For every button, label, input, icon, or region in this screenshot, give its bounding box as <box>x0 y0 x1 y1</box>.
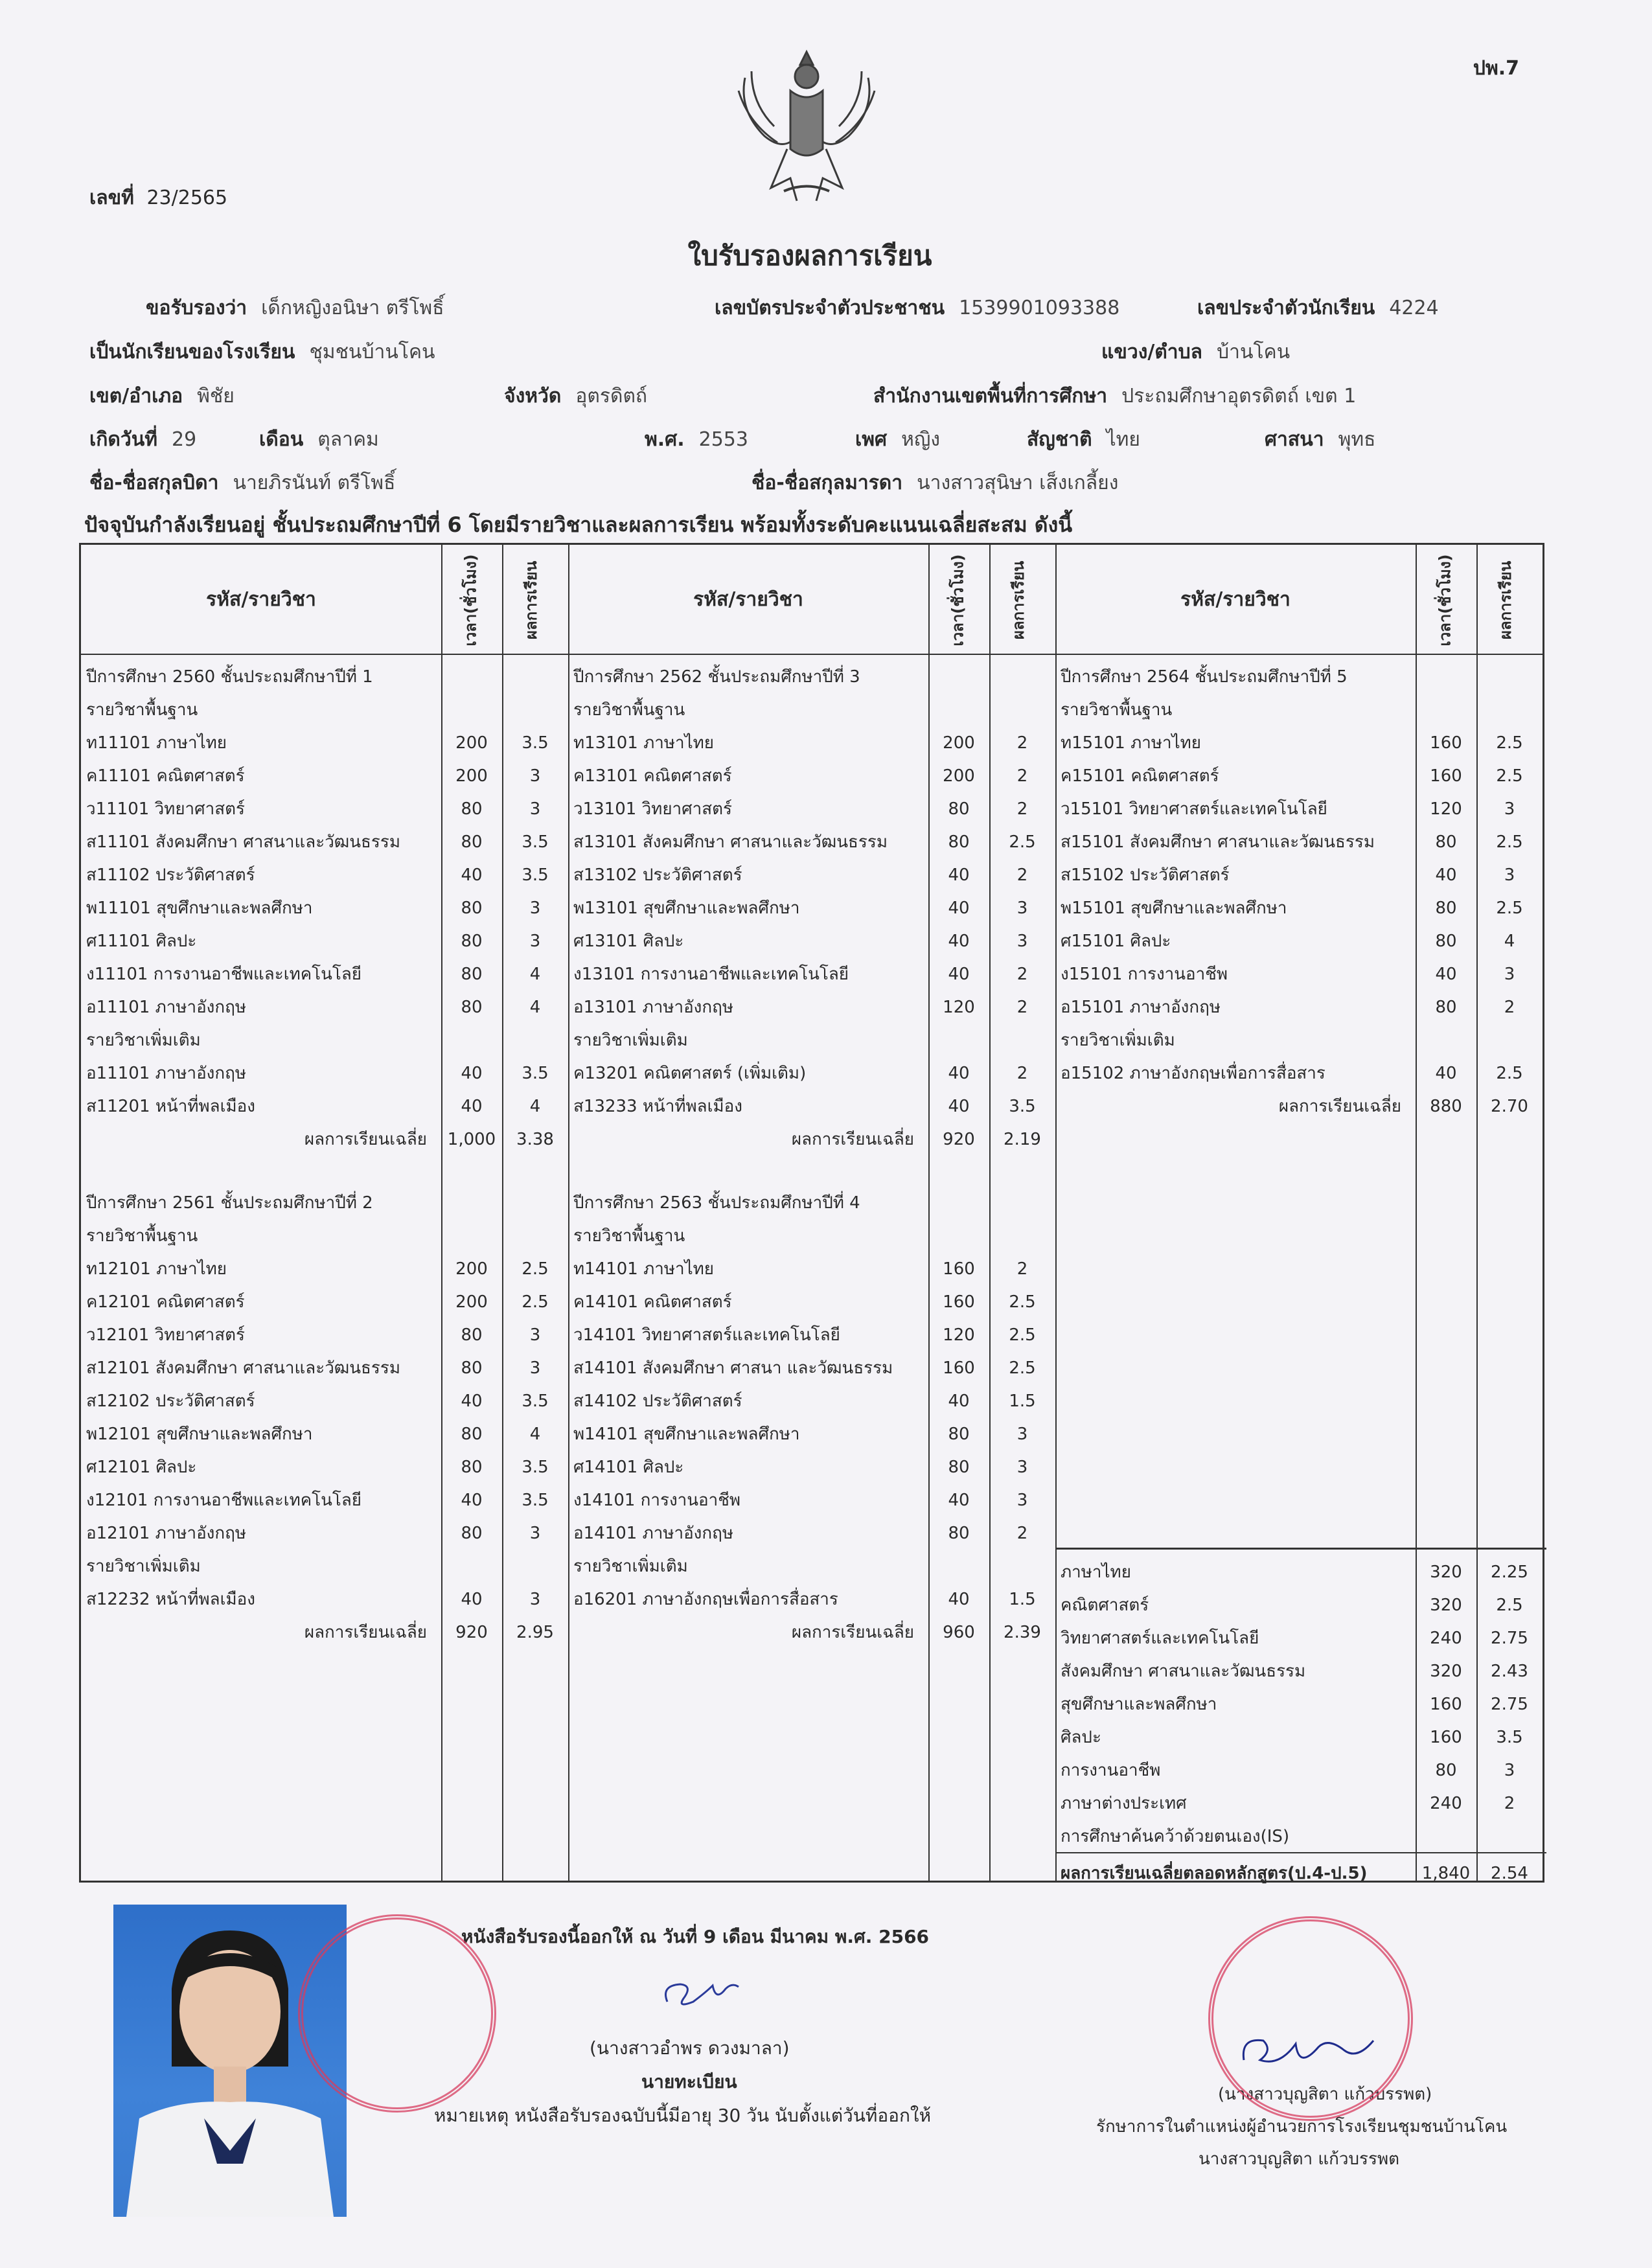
id-card-line: เลขบัตรประจำตัวประชาชน 1539901093388 <box>715 297 1120 319</box>
subject-cell: รายวิชาพื้นฐาน <box>573 1226 685 1246</box>
subject-cell: ส14101 สังคมศึกษา ศาสนา และวัฒนธรรม <box>573 1358 893 1378</box>
subject-cell: พ14101 สุขศึกษาและพลศึกษา <box>573 1425 800 1444</box>
hours-cell <box>928 660 989 693</box>
subject-cell: ค15101 คณิตศาสตร์ <box>1061 766 1219 786</box>
subject-cell: อ15102 ภาษาอังกฤษเพื่อการสื่อสาร <box>1061 1064 1325 1083</box>
hours-cell: 200 <box>455 733 488 753</box>
hours-cell: 160 <box>943 1292 975 1312</box>
subject-cell: อ14101 ภาษาอังกฤษ <box>573 1524 733 1543</box>
subject-cell: รายวิชาพื้นฐาน <box>86 700 198 720</box>
hours-cell: 200 <box>943 766 975 786</box>
hours-cell: 40 <box>461 1063 483 1083</box>
hours-cell: 40 <box>948 1096 970 1116</box>
grade-cell: 4 <box>529 1096 541 1116</box>
hours-cell: 80 <box>461 1358 483 1378</box>
grade-cell: 2.75 <box>1491 1694 1528 1714</box>
hours-cell: 40 <box>948 865 970 885</box>
hours-cell: 80 <box>948 832 970 852</box>
grade-cell: 3 <box>529 931 541 951</box>
subject-cell: ท14101 ภาษาไทย <box>573 1259 715 1279</box>
header-divider <box>81 654 1543 655</box>
hours-cell: 160 <box>1430 766 1462 786</box>
grade-cell: 3 <box>1504 799 1515 819</box>
header-grade: ผลการเรียน <box>522 560 541 639</box>
header-hours: เวลา(ชั่วโมง) <box>1436 554 1454 646</box>
hours-cell: 40 <box>461 1490 483 1510</box>
hours-cell <box>928 1219 989 1252</box>
grade-cell: 2.43 <box>1491 1661 1528 1681</box>
grade-cell: 4 <box>529 1424 541 1444</box>
hours-cell: 80 <box>461 799 483 819</box>
grade-cell <box>1476 1820 1543 1853</box>
grade-cell <box>502 1024 568 1057</box>
hours-cell: 920 <box>943 1129 975 1149</box>
subject-cell: ค12101 คณิตศาสตร์ <box>86 1292 245 1312</box>
grade-cell <box>989 1219 1055 1252</box>
hours-cell: 120 <box>1430 799 1462 819</box>
subject-cell: ส15101 สังคมศึกษา ศาสนาและวัฒนธรรม <box>1061 832 1375 852</box>
grade-table <box>79 543 1544 1883</box>
subject-cell: การศึกษาค้นคว้าด้วยตนเอง(IS) <box>1061 1827 1290 1846</box>
issue-text: หนังสือรับรองนี้ออกให้ ณ วันที่ 9 เดือน มีนาคม พ.ศ. 2566 <box>461 1926 930 1947</box>
total-average-label: ผลการเรียนเฉลี่ยตลอดหลักสูตร(ป.4-ป.5) <box>1061 1864 1368 1883</box>
grade-cell <box>989 693 1055 726</box>
subject-cell: ศ15101 ศิลปะ <box>1061 932 1171 951</box>
grade-cell <box>989 1550 1055 1583</box>
grade-cell: 3 <box>529 766 541 786</box>
subject-cell: ส11101 สังคมศึกษา ศาสนาและวัฒนธรรม <box>86 832 400 852</box>
hours-cell <box>441 1024 502 1057</box>
hours-cell: 40 <box>461 1589 483 1609</box>
office-line: สำนักงานเขตพื้นที่การศึกษา ประถมศึกษาอุตรดิตถ์ เขต 1 <box>873 385 1357 407</box>
hours-cell: 40 <box>948 898 970 918</box>
subject-cell: ส11201 หน้าที่พลเมือง <box>86 1097 255 1116</box>
document-code: ปพ.7 <box>1473 57 1519 80</box>
grade-cell: 4 <box>1504 931 1515 951</box>
subject-cell: ง14101 การงานอาชีพ <box>573 1491 741 1510</box>
summary-top-border <box>1055 1548 1546 1550</box>
hours-cell: 320 <box>1430 1661 1462 1681</box>
hours-cell: 80 <box>461 898 483 918</box>
hours-cell: 80 <box>461 1325 483 1345</box>
nationality-line: สัญชาติ ไทย <box>1027 428 1141 451</box>
hours-cell: 40 <box>948 1589 970 1609</box>
subject-cell: อ11101 ภาษาอังกฤษ <box>86 1064 246 1083</box>
subject-cell: วิทยาศาสตร์และเทคโนโลยี <box>1061 1629 1259 1648</box>
grade-cell: 3 <box>1016 931 1028 951</box>
col-divider <box>1055 545 1057 1881</box>
hours-cell <box>928 693 989 726</box>
subject-cell: ปีการศึกษา 2561 ชั้นประถมศึกษาปีที่ 2 <box>86 1193 373 1213</box>
subject-cell: คณิตศาสตร์ <box>1061 1596 1149 1615</box>
header-subject: รหัส/รายวิชา <box>206 588 316 611</box>
grade-cell: 3 <box>529 799 541 819</box>
father-line: ชื่อ-ชื่อสกุลบิดา นายภิรนันท์ ตรีโพธิ์ <box>89 472 396 494</box>
subject-cell: สุขศึกษาและพลศึกษา <box>1061 1695 1217 1714</box>
subject-cell: ว11101 วิทยาศาสตร์ <box>86 799 245 819</box>
total-grade: 2.54 <box>1491 1863 1528 1883</box>
grade-cell <box>502 1550 568 1583</box>
grade-cell <box>989 660 1055 693</box>
hours-cell: 80 <box>461 832 483 852</box>
hours-cell: 40 <box>1435 964 1457 984</box>
grade-cell: 2 <box>1016 799 1028 819</box>
hours-cell <box>1416 1024 1476 1057</box>
grade-cell: 3.5 <box>1009 1096 1036 1116</box>
hours-cell: 80 <box>948 1424 970 1444</box>
subject-cell: ศ12101 ศิลปะ <box>86 1458 197 1477</box>
grade-cell: 3 <box>1504 1760 1515 1780</box>
grade-cell: 3 <box>529 1523 541 1543</box>
total-hours: 1,840 <box>1421 1863 1471 1883</box>
grade-cell <box>502 693 568 726</box>
hours-cell: 320 <box>1430 1595 1462 1615</box>
registrar-title: นายทะเบียน <box>641 2071 737 2092</box>
hours-cell: 320 <box>1430 1562 1462 1582</box>
hours-cell: 80 <box>948 1457 970 1477</box>
hours-cell: 200 <box>455 1292 488 1312</box>
grade-cell: 2.5 <box>1496 1595 1523 1615</box>
hours-cell: 40 <box>461 865 483 885</box>
subject-cell: พ11101 สุขศึกษาและพลศึกษา <box>86 899 313 918</box>
hours-cell <box>441 1550 502 1583</box>
hours-cell: 240 <box>1430 1628 1462 1648</box>
subject-cell: ส13101 สังคมศึกษา ศาสนาและวัฒนธรรม <box>573 832 888 852</box>
hours-cell: 80 <box>461 997 483 1017</box>
birth-day-line: เกิดวันที่ 29 <box>89 428 197 451</box>
subject-cell: รายวิชาพื้นฐาน <box>573 700 685 720</box>
province-line: จังหวัด อุตรดิตถ์ <box>504 385 648 407</box>
hours-cell: 160 <box>1430 733 1462 753</box>
hours-cell <box>441 660 502 693</box>
subject-cell: อ13101 ภาษาอังกฤษ <box>573 998 733 1017</box>
subject-cell: ส13233 หน้าที่พลเมือง <box>573 1097 742 1116</box>
director-name-printed: นางสาวบุญสิตา แก้วบรรพต <box>1199 2149 1399 2169</box>
grade-cell: 2.19 <box>1004 1129 1041 1149</box>
grade-cell: 2.5 <box>522 1259 549 1279</box>
grade-cell <box>1476 693 1543 726</box>
garuda-emblem-icon <box>726 39 888 204</box>
subject-cell: ปีการศึกษา 2564 ชั้นประถมศึกษาปีที่ 5 <box>1061 667 1348 687</box>
subject-cell: รายวิชาเพิ่มเติม <box>1061 1031 1175 1050</box>
grade-cell: 1.5 <box>1009 1589 1036 1609</box>
grade-cell: 4 <box>529 997 541 1017</box>
grade-cell: 2 <box>1504 1793 1515 1813</box>
hours-cell: 160 <box>943 1259 975 1279</box>
grade-cell: 3 <box>1016 1490 1028 1510</box>
registrar-name: (นางสาวอำพร ดวงมาลา) <box>590 2037 790 2059</box>
subject-cell: ค11101 คณิตศาสตร์ <box>86 766 245 786</box>
grade-cell: 3.5 <box>522 1063 549 1083</box>
grade-cell: 3.5 <box>522 1490 549 1510</box>
grade-cell: 2.5 <box>1496 832 1523 852</box>
grade-cell: 2 <box>1016 865 1028 885</box>
subject-cell: รายวิชาเพิ่มเติม <box>86 1557 201 1576</box>
hours-cell: 80 <box>461 1457 483 1477</box>
subject-cell: อ12101 ภาษาอังกฤษ <box>86 1524 246 1543</box>
subject-cell: ว14101 วิทยาศาสตร์และเทคโนโลยี <box>573 1325 840 1345</box>
grade-cell: 3.5 <box>522 832 549 852</box>
grade-cell: 2 <box>1016 1063 1028 1083</box>
director-title: รักษาการในตำแหน่งผู้อำนวยการโรงเรียนชุมชนบ้านโคน <box>1096 2117 1508 2136</box>
subject-cell: ส12232 หน้าที่พลเมือง <box>86 1590 255 1609</box>
subject-cell: สังคมศึกษา ศาสนาและวัฒนธรรม <box>1061 1662 1306 1681</box>
intro-text: ปัจจุบันกำลังเรียนอยู่ ชั้นประถมศึกษาปีที่ 6 โดยมีรายวิชาและผลการเรียน พร้อมทั้งระดับคะแนนเฉลี่ยสะสม ดังนี้ <box>84 512 1073 537</box>
subject-cell: ปีการศึกษา 2560 ชั้นประถมศึกษาปีที่ 1 <box>86 667 373 687</box>
subject-cell: ว13101 วิทยาศาสตร์ <box>573 799 732 819</box>
subject-cell: ง11101 การงานอาชีพและเทคโนโลยี <box>86 965 361 984</box>
grade-cell: 1.5 <box>1009 1391 1036 1411</box>
grade-cell: 3 <box>1016 898 1028 918</box>
subject-cell: รายวิชาเพิ่มเติม <box>573 1031 688 1050</box>
grade-cell: 2.5 <box>1009 1292 1036 1312</box>
grade-cell <box>989 1186 1055 1219</box>
hours-cell: 160 <box>943 1358 975 1378</box>
grade-cell: 3 <box>1504 964 1515 984</box>
header-grade: ผลการเรียน <box>1009 560 1028 639</box>
grade-cell: 3.5 <box>522 1391 549 1411</box>
hours-cell: 40 <box>948 1063 970 1083</box>
religion-line: ศาสนา พุทธ <box>1265 428 1376 451</box>
registrar-signature-icon <box>654 1973 751 2018</box>
subject-cell: อ16201 ภาษาอังกฤษเพื่อการสื่อสาร <box>573 1590 838 1609</box>
hours-cell: 80 <box>461 931 483 951</box>
hours-cell <box>441 1219 502 1252</box>
hours-cell <box>1416 660 1476 693</box>
grade-cell: 2.5 <box>1496 898 1523 918</box>
certify-line: ขอรับรองว่า เด็กหญิงอนิษา ตรีโพธิ์ <box>146 297 444 319</box>
grade-cell <box>502 660 568 693</box>
subject-cell: ท15101 ภาษาไทย <box>1061 733 1202 753</box>
hours-cell: 1,000 <box>447 1129 496 1149</box>
grade-cell: 2 <box>1016 1259 1028 1279</box>
hours-cell: 120 <box>943 1325 975 1345</box>
subject-cell: ส11102 ประวัติศาสตร์ <box>86 865 255 885</box>
subject-cell: ภาษาต่างประเทศ <box>1061 1794 1187 1813</box>
grade-cell: 2.70 <box>1491 1096 1528 1116</box>
subject-cell: ศ11101 ศิลปะ <box>86 932 197 951</box>
header-subject: รหัส/รายวิชา <box>1180 588 1291 611</box>
grade-cell: 2.75 <box>1491 1628 1528 1648</box>
subject-cell: ส12102 ประวัติศาสตร์ <box>86 1392 255 1411</box>
grade-cell <box>502 1219 568 1252</box>
hours-cell: 40 <box>948 931 970 951</box>
subject-cell: ส12101 สังคมศึกษา ศาสนาและวัฒนธรรม <box>86 1358 400 1378</box>
hours-cell: 80 <box>1435 997 1457 1017</box>
hours-cell: 880 <box>1430 1096 1462 1116</box>
subject-cell: พ15101 สุขศึกษาและพลศึกษา <box>1061 899 1287 918</box>
subject-cell: ว12101 วิทยาศาสตร์ <box>86 1325 245 1345</box>
hours-cell <box>928 1024 989 1057</box>
hours-cell: 160 <box>1430 1694 1462 1714</box>
subject-cell: รายวิชาพื้นฐาน <box>1061 700 1173 720</box>
subject-cell: พ13101 สุขศึกษาและพลศึกษา <box>573 899 800 918</box>
grade-cell <box>1476 660 1543 693</box>
subject-cell: ส14102 ประวัติศาสตร์ <box>573 1392 742 1411</box>
subject-cell: ส15102 ประวัติศาสตร์ <box>1061 865 1230 885</box>
grade-cell: 4 <box>529 964 541 984</box>
birth-year-line: พ.ศ. 2553 <box>645 428 748 451</box>
hours-cell: 40 <box>948 1391 970 1411</box>
grade-cell: 2 <box>1016 766 1028 786</box>
grade-cell: 3.38 <box>516 1129 554 1149</box>
director-signature-icon <box>1234 2021 1383 2079</box>
sex-line: เพศ หญิง <box>855 428 941 451</box>
grade-cell: 3 <box>1504 865 1515 885</box>
hours-cell <box>441 1186 502 1219</box>
district-line: เขต/อำเภอ พิชัย <box>89 385 235 407</box>
subject-cell: ง15101 การงานอาชีพ <box>1061 965 1228 984</box>
grade-cell: 3.5 <box>522 865 549 885</box>
subject-cell: รายวิชาพื้นฐาน <box>86 1226 198 1246</box>
subject-cell: อ15101 ภาษาอังกฤษ <box>1061 998 1221 1017</box>
birth-month-line: เดือน ตุลาคม <box>259 428 379 451</box>
grade-cell: 3 <box>529 1358 541 1378</box>
grade-cell: 2.5 <box>1009 832 1036 852</box>
page-title: ใบรับรองผลการเรียน <box>687 240 932 271</box>
subject-cell: ภาษาไทย <box>1061 1563 1131 1582</box>
grade-cell: 3 <box>529 1325 541 1345</box>
document-number: เลขที่ 23/2565 <box>89 187 228 209</box>
hours-cell <box>928 1550 989 1583</box>
hours-cell: 40 <box>948 1490 970 1510</box>
subject-cell: ศ13101 ศิลปะ <box>573 932 684 951</box>
subject-cell: ง12101 การงานอาชีพและเทคโนโลยี <box>86 1491 361 1510</box>
header-hours: เวลา(ชั่วโมง) <box>461 554 480 646</box>
grade-cell <box>502 1186 568 1219</box>
grade-cell: 2 <box>1016 997 1028 1017</box>
subject-cell: ปีการศึกษา 2563 ชั้นประถมศึกษาปีที่ 4 <box>573 1193 860 1213</box>
hours-cell: 200 <box>455 766 488 786</box>
grade-cell: 2 <box>1016 733 1028 753</box>
hours-cell: 960 <box>943 1622 975 1642</box>
subject-cell: ค13101 คณิตศาสตร์ <box>573 766 732 786</box>
hours-cell: 40 <box>1435 1063 1457 1083</box>
school-seal-left <box>298 1914 496 2113</box>
grade-cell: 3 <box>529 1589 541 1609</box>
subject-cell: ศ14101 ศิลปะ <box>573 1458 684 1477</box>
grade-cell: 2 <box>1504 997 1515 1017</box>
grade-cell: 3.5 <box>522 1457 549 1477</box>
hours-cell <box>928 1186 989 1219</box>
subject-cell: ค13201 คณิตศาสตร์ (เพิ่มเติม) <box>573 1064 807 1083</box>
mother-line: ชื่อ-ชื่อสกุลมารดา นางสาวสุนิษา เส็งเกลี้ยง <box>751 472 1119 494</box>
school-seal-right <box>1208 1916 1413 2121</box>
average-label: ผลการเรียนเฉลี่ย <box>304 1623 427 1642</box>
grade-cell: 3.5 <box>522 733 549 753</box>
hours-cell: 80 <box>1435 1760 1457 1780</box>
hours-cell: 80 <box>1435 832 1457 852</box>
subject-cell: ส13102 ประวัติศาสตร์ <box>573 865 742 885</box>
subject-cell: รายวิชาเพิ่มเติม <box>573 1557 688 1576</box>
grade-cell: 2.5 <box>1496 733 1523 753</box>
school-line: เป็นนักเรียนของโรงเรียน ชุมชนบ้านโคน <box>89 341 435 363</box>
average-label: ผลการเรียนเฉลี่ย <box>1278 1097 1401 1116</box>
hours-cell: 200 <box>943 733 975 753</box>
hours-cell: 240 <box>1430 1793 1462 1813</box>
hours-cell: 80 <box>1435 898 1457 918</box>
hours-cell <box>1416 1820 1476 1853</box>
grade-cell: 2.5 <box>1009 1358 1036 1378</box>
subject-cell: ท13101 ภาษาไทย <box>573 733 715 753</box>
average-label: ผลการเรียนเฉลี่ย <box>791 1623 914 1642</box>
hours-cell: 40 <box>1435 865 1457 885</box>
hours-cell: 80 <box>948 799 970 819</box>
hours-cell: 120 <box>943 997 975 1017</box>
grade-cell: 2.5 <box>1496 1063 1523 1083</box>
subject-cell: พ12101 สุขศึกษาและพลศึกษา <box>86 1425 313 1444</box>
hours-cell: 40 <box>948 964 970 984</box>
subject-cell: การงานอาชีพ <box>1061 1761 1161 1780</box>
subject-cell: ค14101 คณิตศาสตร์ <box>573 1292 732 1312</box>
hours-cell: 200 <box>455 1259 488 1279</box>
grade-cell <box>1476 1024 1543 1057</box>
grade-cell: 3.5 <box>1496 1727 1523 1747</box>
grade-cell: 2 <box>1016 964 1028 984</box>
hours-cell <box>1416 693 1476 726</box>
header-hours: เวลา(ชั่วโมง) <box>948 554 967 646</box>
validity-note: หมายเหตุ หนังสือรับรองฉบับนี้มีอายุ 30 วัน นับตั้งแต่วันที่ออกให้ <box>434 2105 932 2126</box>
subject-cell: อ11101 ภาษาอังกฤษ <box>86 998 246 1017</box>
subject-cell: ปีการศึกษา 2562 ชั้นประถมศึกษาปีที่ 3 <box>573 667 860 687</box>
grade-cell: 2.5 <box>1496 766 1523 786</box>
hours-cell: 80 <box>1435 931 1457 951</box>
col-divider <box>568 545 569 1881</box>
grade-cell: 3 <box>529 898 541 918</box>
grade-cell: 2.25 <box>1491 1562 1528 1582</box>
average-label: ผลการเรียนเฉลี่ย <box>304 1130 427 1149</box>
subject-cell: รายวิชาเพิ่มเติม <box>86 1031 201 1050</box>
hours-cell: 80 <box>461 1424 483 1444</box>
header-subject: รหัส/รายวิชา <box>693 588 803 611</box>
grade-cell: 2.5 <box>1009 1325 1036 1345</box>
hours-cell: 80 <box>461 1523 483 1543</box>
hours-cell: 160 <box>1430 1727 1462 1747</box>
subject-cell: ง13101 การงานอาชีพและเทคโนโลยี <box>573 965 849 984</box>
average-label: ผลการเรียนเฉลี่ย <box>791 1130 914 1149</box>
grade-cell: 3 <box>1016 1424 1028 1444</box>
hours-cell <box>441 693 502 726</box>
grade-cell: 2.39 <box>1004 1622 1041 1642</box>
grade-cell: 2 <box>1016 1523 1028 1543</box>
grade-cell: 2.5 <box>522 1292 549 1312</box>
subject-cell: ศิลปะ <box>1061 1728 1101 1747</box>
grade-cell <box>989 1024 1055 1057</box>
subject-cell: ว15101 วิทยาศาสตร์และเทคโนโลยี <box>1061 799 1327 819</box>
header-grade: ผลการเรียน <box>1497 560 1515 639</box>
director-name: (นางสาวบุญสิตา แก้วบรรพต) <box>1218 2085 1432 2104</box>
student-id-line: เลขประจำตัวนักเรียน 4224 <box>1197 297 1439 319</box>
grade-cell: 2.95 <box>516 1622 554 1642</box>
subject-cell: ท12101 ภาษาไทย <box>86 1259 227 1279</box>
hours-cell: 40 <box>461 1391 483 1411</box>
subdistrict-line: แขวง/ตำบล บ้านโคน <box>1101 341 1291 363</box>
hours-cell: 80 <box>461 964 483 984</box>
subject-cell: ท11101 ภาษาไทย <box>86 733 227 753</box>
hours-cell: 80 <box>948 1523 970 1543</box>
grade-cell: 3 <box>1016 1457 1028 1477</box>
hours-cell: 920 <box>455 1622 488 1642</box>
hours-cell: 40 <box>461 1096 483 1116</box>
